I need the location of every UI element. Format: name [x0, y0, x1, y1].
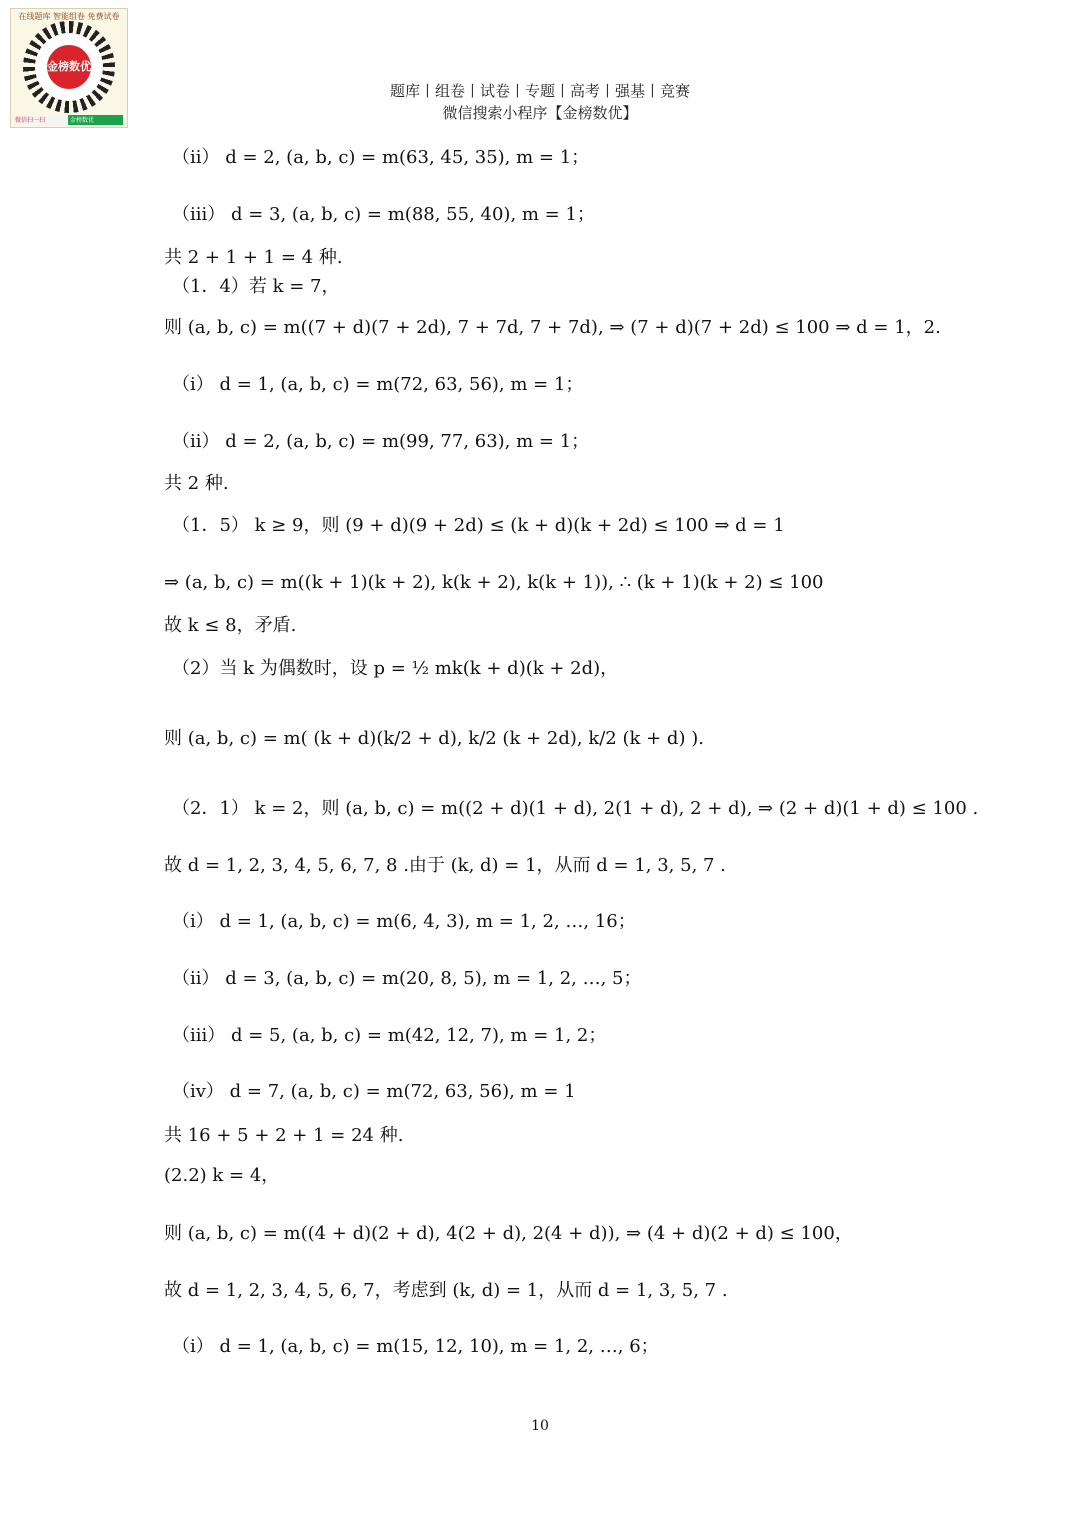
text-line: （ii） d = 2, (a, b, c) = m(63, 45, 35), m = 1；: [172, 147, 590, 168]
text-line: ⇒ (a, b, c) = m((k + 1)(k + 2), k(k + 2), k(k + 1)), ∴ (k + 1)(k + 2) ≤ 100: [164, 572, 824, 593]
text-line: 故 d = 1, 2, 3, 4, 5, 6, 7, 8 .由于 (k, d) = 1，从而 d = 1, 3, 5, 7 .: [164, 855, 726, 876]
text-line: （ii） d = 3, (a, b, c) = m(20, 8, 5), m = 1, 2, …, 5；: [172, 968, 642, 989]
text-line: 故 d = 1, 2, 3, 4, 5, 6, 7，考虑到 (k, d) = 1，从而 d = 1, 3, 5, 7 .: [164, 1280, 728, 1301]
text-line: （1．5） k ≥ 9，则 (9 + d)(9 + 2d) ≤ (k + d)(k + 2d) ≤ 100 ⇒ d = 1: [172, 515, 785, 536]
text-line: （1．4）若 k = 7，: [172, 276, 340, 297]
text-line: （2）当 k 为偶数时，设 p = ½ mk(k + d)(k + 2d)，: [172, 658, 619, 679]
text-line: 则 (a, b, c) = m((4 + d)(2 + d), 4(2 + d), 2(4 + d)), ⇒ (4 + d)(2 + d) ≤ 100，: [164, 1223, 853, 1244]
text-line: 共 16 + 5 + 2 + 1 = 24 种.: [164, 1125, 404, 1146]
text-line: (2.2) k = 4，: [164, 1165, 280, 1186]
text-line: （i） d = 1, (a, b, c) = m(6, 4, 3), m = 1, 2, …, 16；: [172, 911, 636, 932]
brand-logo: 金榜数优: [47, 45, 91, 89]
qr-bar-right: 金榜数优: [68, 115, 123, 125]
text-line: （2．1） k = 2，则 (a, b, c) = m((2 + d)(1 + d), 2(1 + d), 2 + d), ⇒ (2 + d)(1 + d) ≤ 100 .: [172, 798, 979, 819]
page-number: 10: [531, 1418, 549, 1434]
header-sub: 微信搜索小程序【金榜数优】: [442, 104, 638, 122]
text-line: （iv） d = 7, (a, b, c) = m(72, 63, 56), m = 1: [172, 1081, 576, 1102]
text-line: 则 (a, b, c) = m( (k + d)(k/2 + d), k/2 (k + 2d), k/2 (k + d) ).: [164, 728, 704, 749]
text-line: （i） d = 1, (a, b, c) = m(15, 12, 10), m = 1, 2, …, 6；: [172, 1336, 659, 1357]
text-line: 则 (a, b, c) = m((7 + d)(7 + 2d), 7 + 7d, 7 + 7d), ⇒ (7 + d)(7 + 2d) ≤ 100 ⇒ d = 1，2.: [164, 317, 941, 338]
text-line: （iii） d = 3, (a, b, c) = m(88, 55, 40), m = 1；: [172, 204, 595, 225]
text-line: 故 k ≤ 8，矛盾.: [164, 615, 297, 636]
text-line: （ii） d = 2, (a, b, c) = m(99, 77, 63), m = 1；: [172, 431, 590, 452]
text-line: 共 2 + 1 + 1 = 4 种.: [164, 247, 343, 268]
text-line: （i） d = 1, (a, b, c) = m(72, 63, 56), m = 1；: [172, 374, 584, 395]
header-nav: 题库丨组卷丨试卷丨专题丨高考丨强基丨竞赛: [389, 82, 690, 100]
qr-bar-left: 微信扫一扫: [13, 115, 68, 125]
qr-slogan: 在线题库 智能组卷 免费试卷: [18, 12, 120, 21]
text-line: 共 2 种.: [164, 473, 229, 494]
text-line: （iii） d = 5, (a, b, c) = m(42, 12, 7), m = 1, 2；: [172, 1025, 607, 1046]
